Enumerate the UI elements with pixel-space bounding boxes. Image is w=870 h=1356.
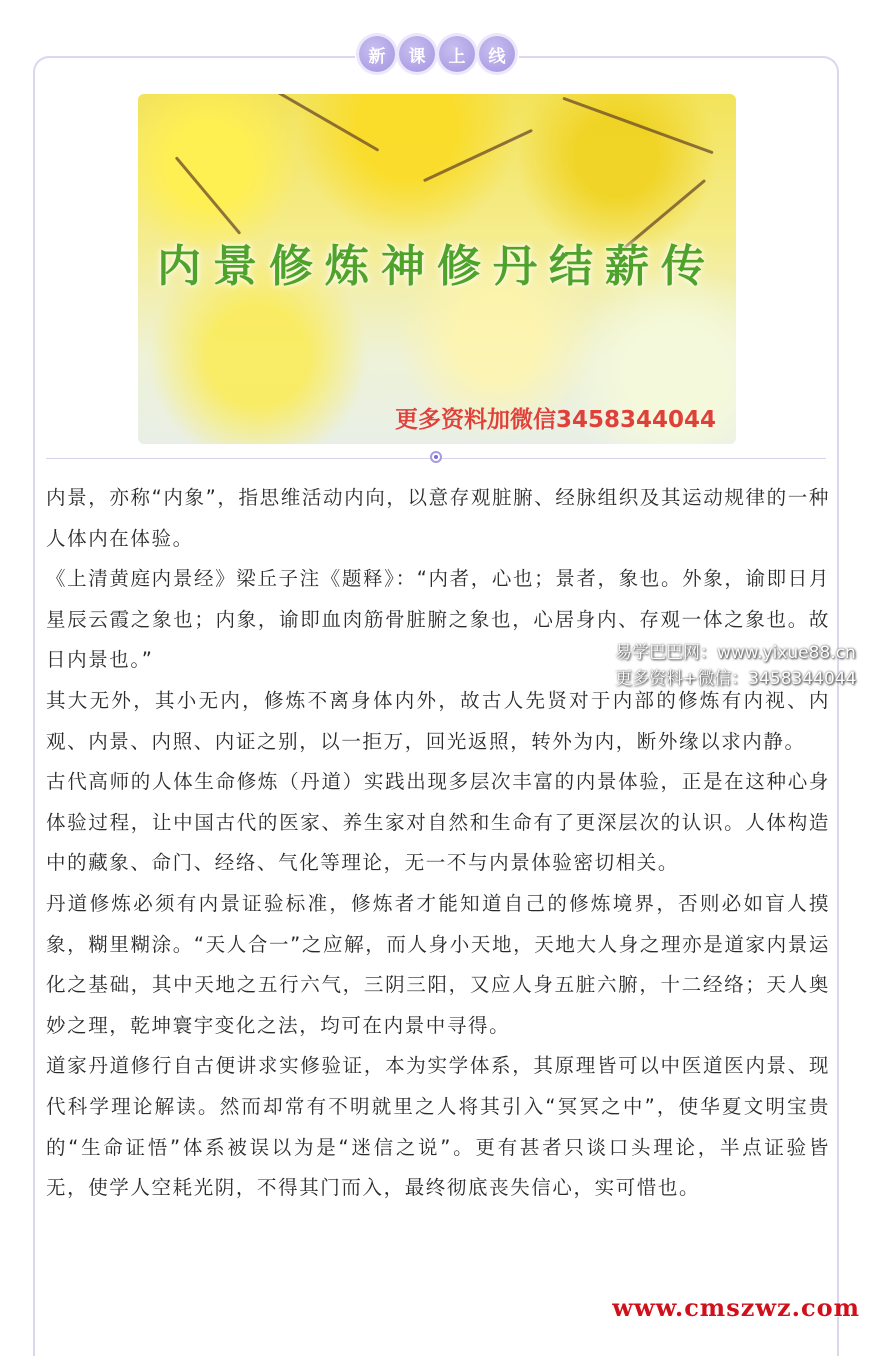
paragraph: 《上清黄庭内景经》梁丘子注《题释》：“内者，心也；景者，象也。外象，谕即日月星辰云霞之象也；内象，谕即血肉筋骨脏腑之象也，心居身内、存观一体之象也。故日内景也。”	[46, 567, 830, 672]
paragraph: 内景，亦称“内象”，指思维活动内向，以意存观脏腑、经脉组织及其运动规律的一种人体内在体验。	[46, 486, 830, 550]
new-course-badge	[355, 30, 519, 78]
branch-decoration	[257, 94, 380, 152]
badge-char: 课	[399, 36, 435, 72]
divider-dot-icon	[430, 451, 442, 463]
badge-char: 线	[479, 36, 515, 72]
branch-decoration	[423, 129, 533, 182]
watermark-line: 易学巴巴网：www.yixue88.cn	[615, 643, 856, 663]
banner-title: 内景修炼神修丹结薪传	[157, 241, 717, 292]
course-banner-image	[138, 94, 736, 444]
branch-decoration	[562, 97, 713, 155]
paragraph: 其大无外，其小无内，修炼不离身体内外，故古人先贤对于内部的修炼有内视、内观、内景、内照、内证之别，以一拒万，回光返照，转外为内，断外缘以求内静。	[46, 688, 830, 753]
footer-site-mark: www.cmszwz.com	[612, 1293, 860, 1322]
paragraph: 道家丹道修行自古便讲求实修验证，本为实学体系，其原理皆可以中医道医内景、现代科学理论解读。然而却常有不明就里之人将其引入“冥冥之中”，使华夏文明宝贵的“生命证悟”体系被误以为是“迷信之说”。更有甚者只谈口头理论，半点证验皆无，使学人空耗光阴，不得其门而入，最终彻底丧失信心，实可惜也。	[46, 1054, 830, 1200]
paragraph: 古代高师的人体生命修炼（丹道）实践出现多层次丰富的内景体验，正是在这种心身体验过程，让中国古代的医家、养生家对自然和生命有了更深层次的认识。人体构造中的藏象、命门、经络、气化等理论，无一不与内景体验密切相关。	[46, 770, 830, 875]
badge-char: 新	[359, 36, 395, 72]
watermark-line: 更多资料+微信：3458344044	[615, 669, 857, 689]
article-body	[46, 478, 830, 1209]
site-watermark	[615, 640, 856, 692]
paragraph: 丹道修炼必须有内景证验标准，修炼者才能知道自己的修炼境界，否则必如盲人摸象，糊里糊涂。“天人合一”之应解，而人身小天地，天地大人身之理亦是道家内景运化之基础，其中天地之五行六气，三阴三阳，又应人身五脏六腑，十二经络；天人奥妙之理，乾坤寰宇变化之法，均可在内景中寻得。	[46, 891, 830, 1037]
banner-contact-text: 更多资料加微信3458344044	[394, 407, 716, 433]
badge-char: 上	[439, 36, 475, 72]
branch-decoration	[175, 156, 242, 235]
